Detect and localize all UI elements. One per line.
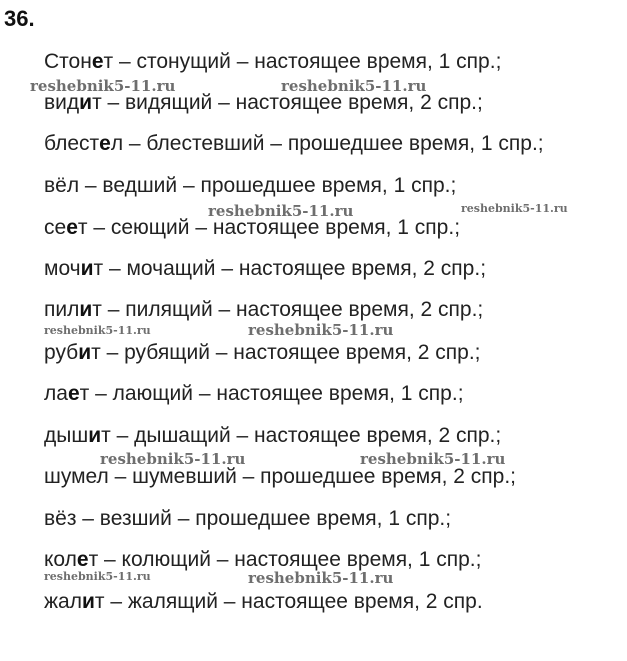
line-text: т – мочащий – настоящее время, 2 спр.;: [93, 257, 487, 280]
answer-line: [44, 50, 501, 74]
watermark: reshebnik5-11.ru: [248, 321, 394, 339]
highlighted-ending: и: [79, 91, 93, 114]
line-text: л – блестевший – прошедшее время, 1 спр.;: [110, 132, 544, 155]
answer-line: [44, 132, 544, 156]
highlighted-ending: е: [76, 548, 89, 571]
line-text: т – стонущий – настоящее время, 1 спр.;: [103, 50, 502, 73]
answer-line: [44, 590, 483, 614]
watermark: reshebnik5-11.ru: [360, 450, 506, 468]
line-text: т – рубящий – настоящее время, 2 спр.;: [91, 341, 481, 364]
line-text: т – жалящий – настоящее время, 2 спр.: [94, 590, 483, 613]
answer-line: [44, 298, 483, 322]
answer-line: [44, 382, 464, 406]
answer-line: [44, 174, 456, 198]
highlighted-ending: и: [81, 590, 95, 613]
answer-line: [44, 257, 486, 281]
highlighted-ending: е: [99, 132, 111, 155]
watermark: reshebnik5-11.ru: [281, 77, 427, 95]
line-text: т – сеющий – настоящее время, 1 спр.;: [77, 216, 461, 239]
line-text: т – пилящий – настоящее время, 2 спр.;: [92, 298, 484, 321]
watermark: reshebnik5-11.ru: [208, 202, 354, 220]
answer-line: [44, 424, 501, 448]
line-text: шумел – шумевший – прошедшее время, 2 спр.;: [44, 465, 516, 488]
line-text: блест: [44, 132, 100, 155]
watermark: reshebnik5-11.ru: [44, 570, 151, 583]
watermark: reshebnik5-11.ru: [30, 77, 176, 95]
line-text: т – лающий – настоящее время, 1 спр.;: [79, 382, 464, 405]
watermark: reshebnik5-11.ru: [100, 450, 246, 468]
answer-line: [44, 507, 451, 531]
watermark: reshebnik5-11.ru: [248, 569, 394, 587]
line-text: т – колющий – настоящее время, 1 спр.;: [88, 548, 482, 571]
highlighted-ending: и: [79, 298, 93, 321]
highlighted-ending: е: [91, 50, 104, 73]
highlighted-ending: е: [67, 382, 80, 405]
line-text: ла: [44, 382, 68, 405]
exercise-number: 36.: [4, 6, 35, 31]
highlighted-ending: е: [66, 216, 78, 239]
line-text: моч: [44, 257, 81, 280]
line-text: кол: [44, 548, 77, 571]
watermark: reshebnik5-11.ru: [44, 324, 151, 337]
line-text: руб: [44, 341, 79, 364]
line-text: жал: [44, 590, 82, 613]
highlighted-ending: и: [88, 424, 102, 447]
answer-line: [44, 465, 516, 489]
line-text: т – видящий – настоящее время, 2 спр.;: [92, 91, 483, 114]
line-text: вид: [44, 91, 80, 114]
line-text: дыш: [44, 424, 89, 447]
line-text: т – дышащий – настоящее время, 2 спр.;: [101, 424, 502, 447]
line-text: вёл – ведший – прошедшее время, 1 спр.;: [44, 174, 457, 197]
answer-line: [44, 341, 480, 365]
line-text: пил: [44, 298, 80, 321]
line-text: Стон: [44, 50, 92, 73]
line-text: вёз – везший – прошедшее время, 1 спр.;: [44, 507, 452, 530]
watermark: reshebnik5-11.ru: [461, 202, 568, 215]
highlighted-ending: и: [78, 341, 92, 364]
highlighted-ending: и: [80, 257, 94, 280]
line-text: се: [44, 216, 67, 239]
